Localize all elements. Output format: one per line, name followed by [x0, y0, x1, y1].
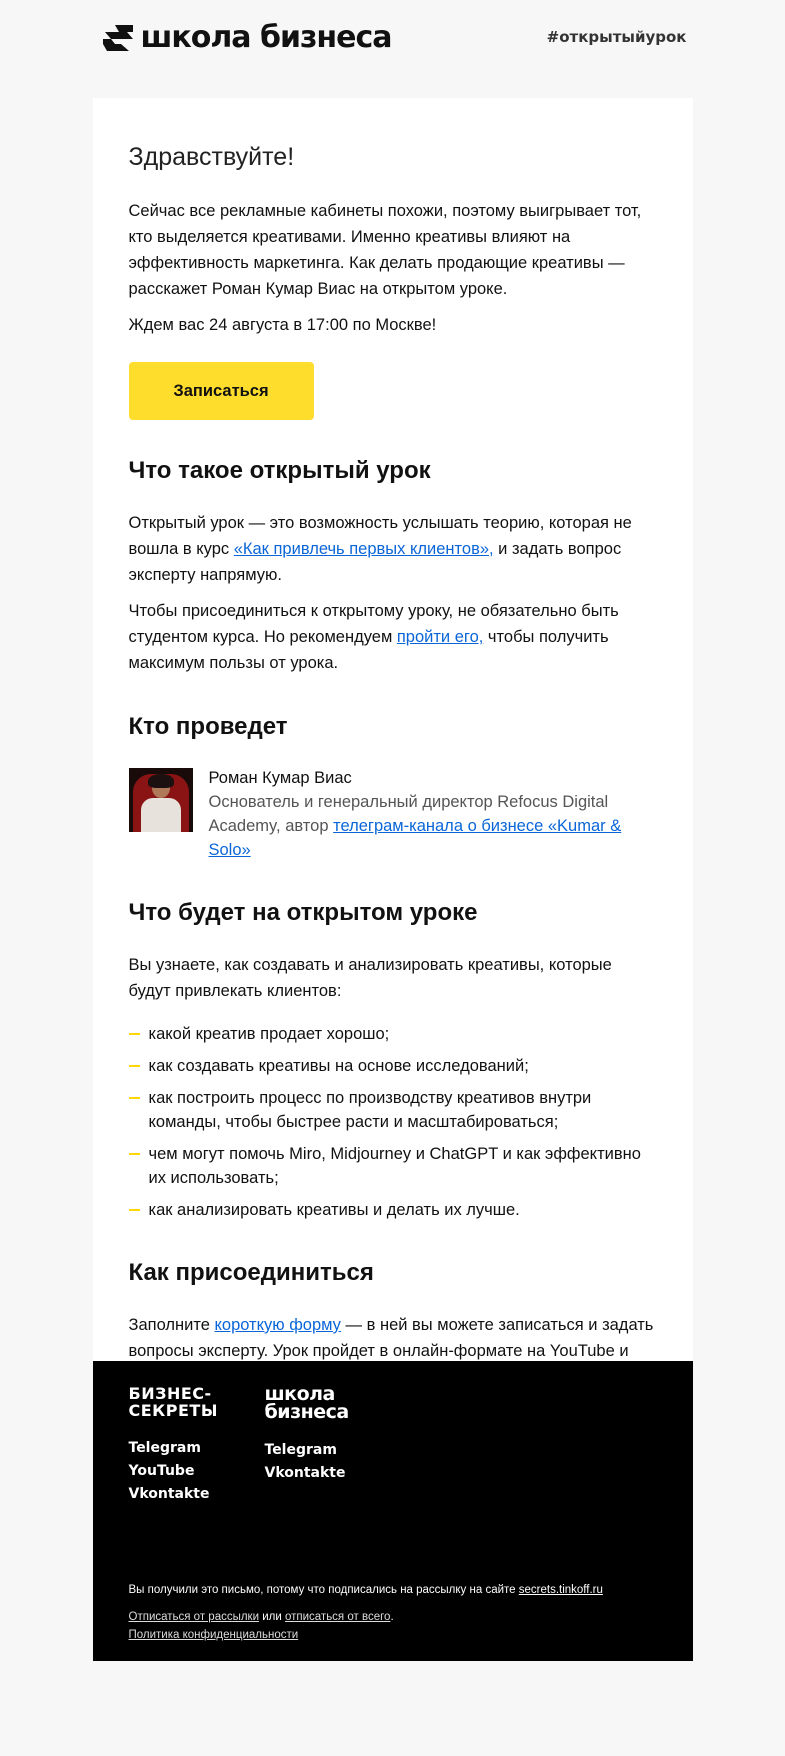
list-item: какой креатив продает хорошо; — [129, 1022, 657, 1046]
subscription-note-text: Вы получили это письмо, потому что подписались на рассылку на сайте — [128, 1584, 519, 1596]
program-list — [129, 1022, 657, 1222]
intro-paragraph: Сейчас все рекламные кабинеты похожи, поэтому выигрывает тот, кто выделяется креативами. Именно креативы влияют на эффективность маркетинга. Как делать продающие креативы — расскажет Роман Кумар Виас на открытом уроке. — [128, 202, 642, 298]
footer-column-school — [265, 1385, 349, 1485]
unsubscribe-all-link[interactable]: отписаться от всего — [284, 1611, 391, 1623]
logo-mark-icon — [101, 23, 135, 53]
business-secrets-logo-line2: СЕКРЕТЫ — [128, 1401, 218, 1420]
unsubscribe-end: . — [390, 1611, 394, 1623]
unsubscribe-block — [129, 1608, 394, 1644]
list-item: как создавать креативы на основе исследований; — [129, 1054, 657, 1078]
footer-link-youtube[interactable]: YouTube — [128, 1463, 195, 1479]
greeting: Здравствуйте! — [128, 143, 295, 171]
what-is-p2-tail: чтобы получить максимум пользы от урока. — [128, 628, 609, 672]
speaker-role-text: Основатель и генеральный директор Refocus Digital Academy, автор — [208, 793, 609, 835]
speaker-name: Роман Кумар Виас — [208, 769, 352, 787]
subscription-note — [129, 1583, 603, 1598]
course-link[interactable]: «Как привлечь первых клиентов», — [233, 540, 494, 558]
business-secrets-logo-line1: БИЗНЕС- — [128, 1384, 212, 1403]
business-secrets-logo[interactable] — [129, 1385, 218, 1419]
list-item: как построить процесс по производству креативов внутри команды, чтобы быстрее расти и масштабироваться; — [129, 1086, 657, 1134]
footer-link-telegram[interactable]: Telegram — [128, 1440, 201, 1456]
hashtag-label: #открытыйурок — [546, 28, 687, 46]
email-header — [93, 0, 693, 98]
what-is-heading: Что такое открытый урок — [128, 457, 431, 484]
what-is-paragraph-1 — [129, 510, 657, 588]
school-footer-logo-line2: бизнеса — [264, 1401, 349, 1423]
footer-column-secrets — [129, 1385, 218, 1506]
email-wrapper — [93, 0, 693, 1661]
site-link[interactable]: secrets.tinkoff.ru — [518, 1584, 603, 1596]
list-item: как анализировать креативы и делать их лучше. — [129, 1198, 657, 1222]
list-item: чем могут помочь Miro, Midjourney и ChatGPT и как эффективно их использовать; — [129, 1142, 657, 1190]
privacy-policy-link[interactable]: Политика конфиденциальности — [128, 1629, 299, 1641]
short-form-link[interactable]: короткую форму — [214, 1316, 341, 1334]
date-line: Ждем вас 24 августа в 17:00 по Москве! — [128, 316, 437, 334]
speaker-heading: Кто проведет — [128, 713, 288, 740]
take-course-link[interactable]: пройти его, — [396, 628, 484, 646]
what-is-p1-tail: и задать вопрос эксперту напрямую. — [128, 540, 622, 584]
telegram-channel-link[interactable]: телеграм-канала о бизнесе «Kumar & Solo» — [208, 817, 622, 859]
what-is-paragraph-2 — [129, 598, 657, 676]
logo-text: школа бизнеса — [140, 20, 392, 55]
school-footer-logo[interactable] — [265, 1385, 349, 1421]
join-p-tail: — в ней вы можете записаться и задать вопросы эксперту. Урок пройдет в онлайн-формате на YouTube и — [128, 1316, 654, 1360]
unsubscribe-link[interactable]: Отписаться от рассылки — [128, 1611, 260, 1623]
unsubscribe-or: или — [259, 1611, 285, 1623]
what-is-p1-text: Открытый урок — это возможность услышать теорию, которая не вошла в курс — [128, 514, 632, 558]
what-is-p2-text: Чтобы присоединиться к открытому уроку, не обязательно быть студентом курса. Но рекомендуем — [128, 602, 619, 646]
email-footer — [93, 1361, 693, 1661]
speaker-avatar — [129, 768, 193, 832]
program-intro: Вы узнаете, как создавать и анализировать креативы, которые будут привлекать клиентов: — [128, 956, 612, 1000]
speaker-block — [129, 766, 657, 862]
join-p-text: Заполните — [128, 1316, 215, 1334]
program-heading: Что будет на открытом уроке — [128, 899, 478, 926]
signup-button-top[interactable]: Записаться — [129, 362, 314, 420]
footer-school-link-telegram[interactable]: Telegram — [264, 1442, 337, 1458]
footer-link-vkontakte[interactable]: Vkontakte — [128, 1486, 210, 1502]
join-heading: Как присоединиться — [128, 1259, 374, 1286]
email-body — [93, 98, 693, 1361]
school-footer-logo-line1: школа — [264, 1383, 335, 1405]
speaker-role — [209, 790, 657, 862]
school-logo[interactable] — [101, 22, 392, 54]
footer-school-link-vkontakte[interactable]: Vkontakte — [264, 1465, 346, 1481]
